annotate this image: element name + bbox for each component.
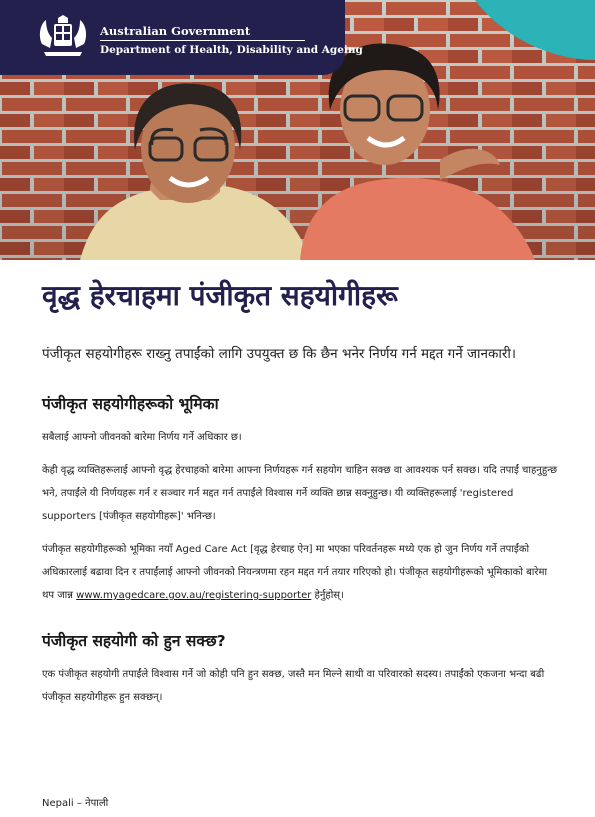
paragraph-who-can-be: एक पंजीकृत सहयोगी तपाईंले विश्वास गर्ने जो कोही पनि हुन सक्छ, जस्तै मन मिल्ने साथी वा परिवारको सदस्य। तपाईंको एकजना भन्दा बढी पंजीकृत सहयोगीहरू हुन सक्छन्। bbox=[42, 669, 545, 703]
coat-of-arms-icon bbox=[34, 14, 92, 58]
intro-text: पंजीकृत सहयोगीहरू राख्नु तपाईंको लागि उपयुक्त छ कि छैन भनेर निर्णय गर्न मद्दत गर्ने जानकारी। bbox=[42, 346, 516, 362]
document-body bbox=[42, 268, 557, 709]
page-title: वृद्ध हेरचाहमा पंजीकृत सहयोगीहरू bbox=[42, 279, 398, 312]
paragraph-aged-care-act-text: पंजीकृत सहयोगीहरूको भूमिका नयाँ Aged Care Act [वृद्ध हेरचाह ऐन] मा भएका परिवर्तनहरू मध्ये एक हो जुन निर्णय गर्ने तपाईंको अधिकारलाई बढावा दिन र तपाईंलाई आफ्नो जीवनको नियन्त्रणमा रहन मद्दत गर्न तयार गरिएको हो। पंजीकृत सहयोगीहरूको भूमिकाको बारेमा थप जान्न bbox=[42, 544, 548, 601]
language-label: Nepali – नेपाली bbox=[42, 798, 109, 809]
registering-supporter-link[interactable]: www.myagedcare.gov.au/registering-supporter bbox=[76, 590, 312, 601]
section-heading-who: पंजीकृत सहयोगी को हुन सक्छ? bbox=[42, 632, 226, 650]
government-banner bbox=[0, 0, 363, 75]
paragraph-aged-care-act-end: हेर्नुहोस्। bbox=[311, 590, 344, 601]
paragraph-rights: सबैलाई आफ्नो जीवनको बारेमा निर्णय गर्ने अधिकार छ। bbox=[42, 432, 242, 443]
hero-photo bbox=[0, 0, 595, 260]
teal-accent-shape bbox=[435, 0, 595, 60]
department-name: Department of Health, Disability and Ageing bbox=[100, 44, 363, 56]
paragraph-aged-care-act bbox=[42, 538, 557, 607]
paragraph-support-decisions: केही वृद्ध व्यक्तिहरूलाई आफ्नो वृद्ध हेरचाहको बारेमा आफ्ना निर्णयहरू गर्न सहयोग चाहिन सक्छ वा आवश्यक पर्न सक्छ। यदि तपाईं चाहनुहुन्छ भने, तपाईंले यी निर्णयहरू गर्न र सञ्चार गर्न मद्दत गर्न तपाईंले विश्वास गर्ने व्यक्ति छान्न सक्नुहुन्छ। यी व्यक्तिहरूलाई 'registered supporters [पंजीकृत सहयोगीहरू]' भनिन्छ। bbox=[42, 465, 558, 522]
section-heading-role: पंजीकृत सहयोगीहरूको भूमिका bbox=[42, 395, 219, 413]
banner-divider bbox=[100, 40, 305, 41]
government-name: Australian Government bbox=[100, 24, 251, 38]
